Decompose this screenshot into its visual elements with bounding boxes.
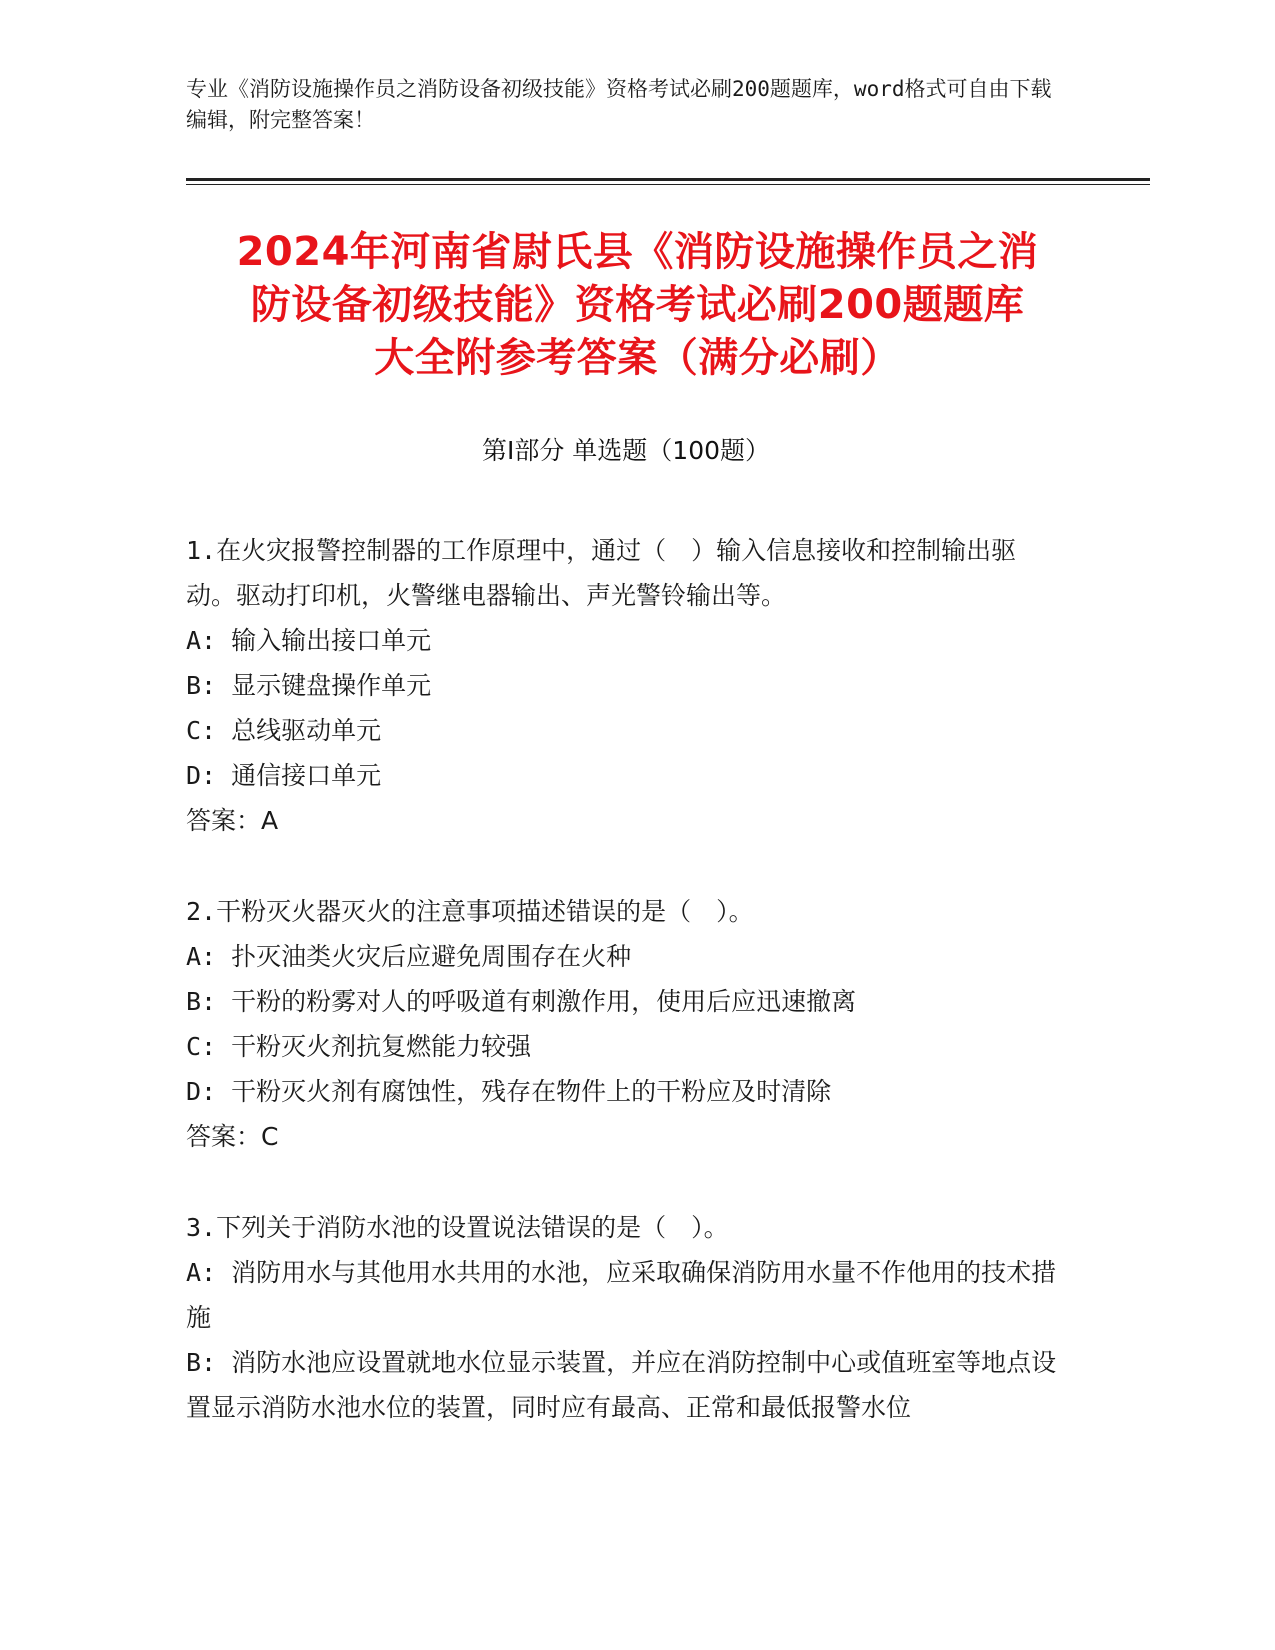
question-1 [186, 528, 1066, 843]
option-a: A: 输入输出接口单元 [186, 626, 432, 655]
question-stem: 1.在火灾报警控制器的工作原理中，通过（ ）输入信息接收和控制输出驱动。驱动打印机，火警继电器输出、声光警铃输出等。 [186, 536, 1017, 610]
option-b: B: 显示键盘操作单元 [186, 671, 432, 700]
title-line-2: 防设备初级技能》资格考试必刷200题题库 [250, 282, 1025, 328]
option-b: B: 干粉的粉雾对人的呼吸道有刺激作用，使用后应迅速撤离 [186, 987, 857, 1016]
header-rule-thick [186, 178, 1150, 181]
title-line-1: 2024年河南省尉氏县《消防设施操作员之消 [236, 229, 1039, 275]
option-d: D: 通信接口单元 [186, 761, 382, 790]
option-c: C: 干粉灭火剂抗复燃能力较强 [186, 1032, 532, 1061]
section-heading: 第Ⅰ部分 单选题（100题） [481, 436, 771, 465]
option-c: C: 总线驱动单元 [186, 716, 382, 745]
question-3 [186, 1205, 1066, 1430]
question-stem: 2.干粉灭火器灭火的注意事项描述错误的是（ ）。 [186, 897, 754, 926]
option-a: A: 扑灭油类火灾后应避免周围存在火种 [186, 942, 632, 971]
option-d: D: 干粉灭火剂有腐蚀性，残存在物件上的干粉应及时清除 [186, 1077, 832, 1106]
question-list [186, 528, 1066, 1476]
answer: 答案：C [186, 1122, 279, 1151]
answer: 答案：A [186, 806, 279, 835]
question-2 [186, 889, 1066, 1159]
header-rule-thin [186, 184, 1150, 185]
question-stem: 3.下列关于消防水池的设置说法错误的是（ ）。 [186, 1213, 729, 1242]
title-line-3: 大全附参考答案（满分必刷） [374, 335, 901, 381]
option-a: A: 消防用水与其他用水共用的水池，应采取确保消防用水量不作他用的技术措施 [186, 1258, 1057, 1332]
document-title [150, 226, 1125, 385]
header-note: 专业《消防设施操作员之消防设备初级技能》资格考试必刷200题题库，word格式可自由下载编辑，附完整答案！ [186, 77, 1052, 132]
option-b: B: 消防水池应设置就地水位显示装置，并应在消防控制中心或值班室等地点设置显示消防水池水位的装置，同时应有最高、正常和最低报警水位 [186, 1348, 1057, 1422]
